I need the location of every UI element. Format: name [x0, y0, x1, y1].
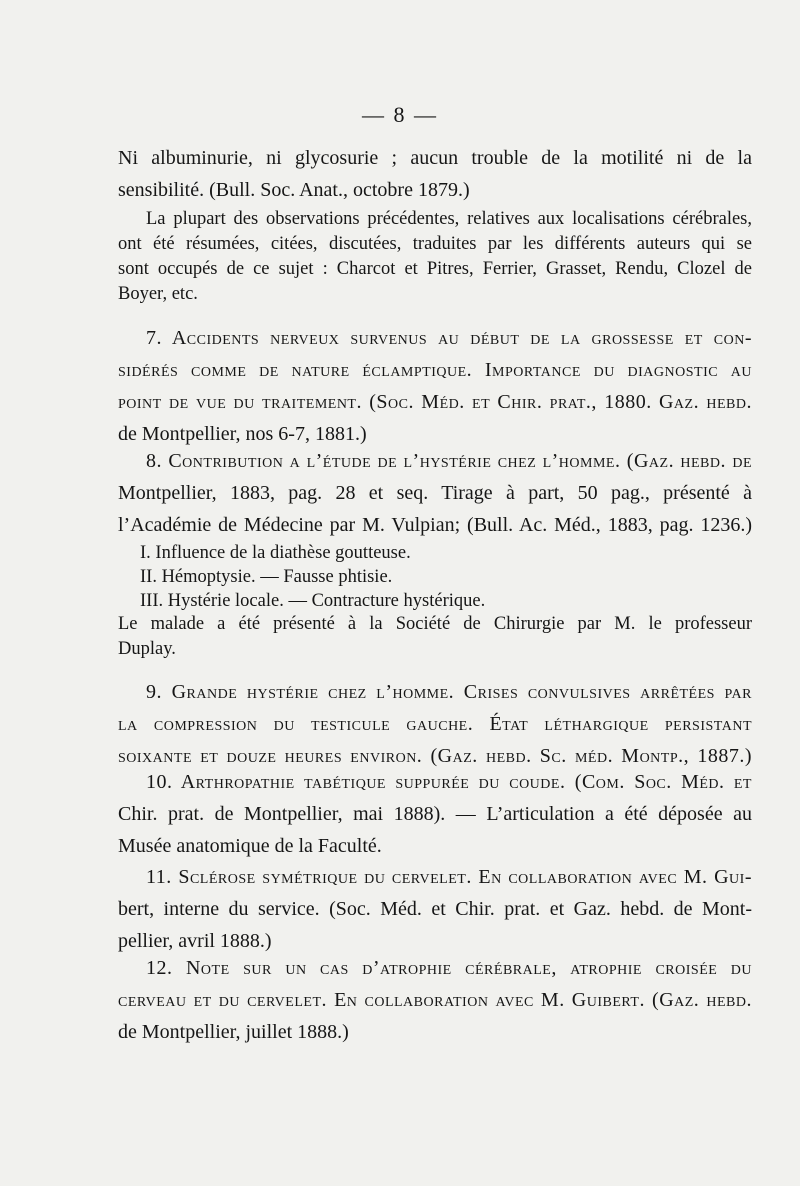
text-line: 7. Accidents nerveux survenus au début de la grossesse et con- [146, 327, 752, 349]
text-line: sensibilité. (Bull. Soc. Anat., octobre 1879.) [118, 179, 470, 201]
text-line: 9. Grande hystérie chez l’homme. Crises convulsives arrêtées par [146, 681, 752, 703]
entry-12 [118, 952, 752, 1048]
text-line: Boyer, etc. [118, 284, 198, 304]
intro-paragraph [118, 142, 752, 206]
text-line: ont été résumées, citées, discutées, traduites par les différents auteurs qui se [118, 234, 752, 254]
text-line: cerveau et du cervelet. En collaboration avec M. Guibert. (Gaz. hebd. [118, 989, 752, 1011]
page-number: — 8 — [362, 102, 438, 127]
text-line: de Montpellier, nos 6-7, 1881.) [118, 423, 367, 445]
text-line: 8. Contribution a l’étude de l’hystérie chez l’homme. (Gaz. hebd. de [146, 450, 752, 472]
entry-10 [118, 766, 752, 862]
text-line: Musée anatomique de la Faculté. [118, 835, 382, 857]
text-line: de Montpellier, juillet 1888.) [118, 1021, 349, 1043]
text-line: 10. Arthropathie tabétique suppurée du coude. (Com. Soc. Méd. et [146, 771, 752, 793]
text-line: Chir. prat. de Montpellier, mai 1888). — L’articulation a été déposée au [118, 803, 752, 825]
entry-8 [118, 445, 752, 541]
observations-paragraph [118, 207, 752, 307]
entry-11 [118, 861, 752, 957]
list-item: II. Hémoptysie. — Fausse phtisie. [140, 567, 393, 587]
text-line: point de vue du traitement. (Soc. Méd. et Chir. prat., 1880. Gaz. hebd. [118, 391, 752, 413]
entry-7 [118, 322, 752, 450]
text-line: 11. Sclérose symétrique du cervelet. En collaboration avec M. Gui- [146, 866, 752, 888]
text-line: 12. Note sur un cas d’atrophie cérébrale, atrophie croisée du [146, 957, 752, 979]
text-line: Duplay. [118, 639, 176, 659]
list-item: III. Hystérie locale. — Contracture hystérique. [140, 591, 486, 611]
entry-8-note [118, 612, 752, 662]
list-item: I. Influence de la diathèse goutteuse. [140, 543, 411, 563]
text-line: bert, interne du service. (Soc. Méd. et Chir. prat. et Gaz. hebd. de Mont- [118, 898, 752, 920]
text-line: Le malade a été présenté à la Société de Chirurgie par M. le professeur [118, 614, 752, 634]
text-line: la compression du testicule gauche. État léthargique persistant [118, 713, 752, 735]
text-line: Montpellier, 1883, pag. 28 et seq. Tirage à part, 50 pag., présenté à [118, 482, 752, 504]
text-line: sidérés comme de nature éclamptique. Importance du diagnostic au [118, 359, 752, 381]
text-line: sont occupés de ce sujet : Charcot et Pitres, Ferrier, Grasset, Rendu, Clozel de [118, 259, 752, 279]
text-line: l’Académie de Médecine par M. Vulpian; (Bull. Ac. Méd., 1883, pag. 1236.) [118, 514, 752, 536]
text-line: soixante et douze heures environ. (Gaz. hebd. Sc. méd. Montp., 1887.) [118, 745, 753, 767]
entry-8-list [118, 541, 752, 613]
text-line: La plupart des observations précédentes, relatives aux localisations cérébrales, [146, 209, 752, 229]
text-line: pellier, avril 1888.) [118, 930, 272, 952]
entry-9 [118, 676, 752, 772]
text-line: Ni albuminurie, ni glycosurie ; aucun trouble de la motilité ni de la [118, 147, 752, 169]
